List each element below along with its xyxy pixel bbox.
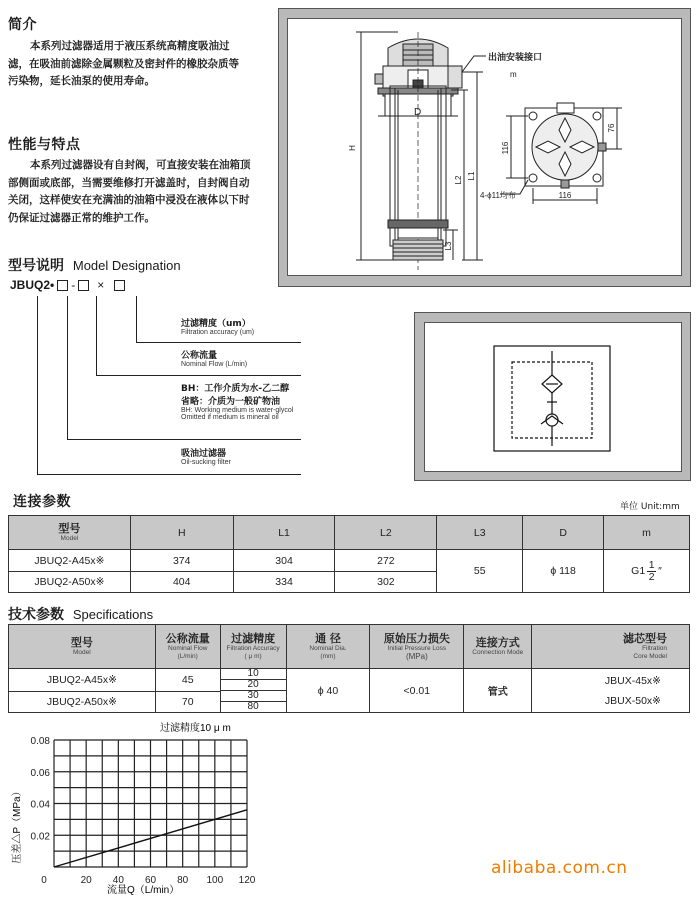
header-L2: L2 xyxy=(335,516,437,550)
features-line: 部侧面或底部，当需要维修打开滤盖时，自封阀自动 xyxy=(8,176,250,189)
cell-mode: 管式 xyxy=(464,669,532,713)
header-flow: 公称流量 Nominal Flow (L/min) xyxy=(155,625,220,669)
code-box-flow xyxy=(78,280,89,291)
header-L1: L1 xyxy=(233,516,335,550)
x-tick-label: 120 xyxy=(238,875,256,886)
dim-D: D xyxy=(414,107,422,118)
table-header-row xyxy=(9,625,690,669)
header-accuracy: 过滤精度 Filtration Accuracy ( μ m) xyxy=(220,625,286,669)
connection-table xyxy=(8,515,690,593)
desc-type: 吸油过滤器 Oil-sucking filter xyxy=(181,449,231,466)
desc-medium: BH：工作介质为水-乙二醇 省略：介质为一般矿物油 BH: Working medium is water-glycol Omitted if medium is mineral oil xyxy=(181,384,294,421)
connection-title: 连接参数 xyxy=(13,494,71,510)
cell-D: ϕ 118 xyxy=(523,550,604,593)
m-prefix: G1 xyxy=(631,565,646,577)
header-D: D xyxy=(523,516,604,550)
accuracy-value: 10 xyxy=(221,669,286,680)
cell-H: 374 xyxy=(130,550,233,572)
code-dash: - xyxy=(71,278,76,292)
cell-L2: 272 xyxy=(335,550,437,572)
dim-L3: L3 xyxy=(444,241,453,251)
header-m: m xyxy=(604,516,690,550)
cell-core xyxy=(532,669,690,713)
intro-line: 污染物，延长油泵的使用寿命。 xyxy=(8,75,155,87)
header-L3: L3 xyxy=(437,516,523,550)
designation-title xyxy=(8,255,181,275)
header-model: 型号 Model xyxy=(9,516,131,550)
x-tick-label: 40 xyxy=(112,875,124,886)
header-dia: 通 径 Nominal Dia. (mm) xyxy=(286,625,370,669)
leader-line xyxy=(136,342,301,343)
specs-table xyxy=(8,624,690,713)
cell-L3: 55 xyxy=(437,550,523,593)
code-prefix: JBUQ2• xyxy=(10,278,55,292)
features-title: 性能与特点 xyxy=(8,137,81,153)
designation-title-cn: 型号说明 xyxy=(8,258,64,274)
intro-line: 本系列过滤器适用于液压系统高精度吸油过 xyxy=(30,40,230,52)
m-den: 2 xyxy=(648,570,655,583)
y-tick-label: 0.08 xyxy=(30,736,50,747)
m-num: 1 xyxy=(648,558,655,571)
leader-line xyxy=(136,296,137,342)
core-model: JBUX-50x※ xyxy=(604,694,661,707)
desc-flow: 公称流量 Nominal Flow (L/min) xyxy=(181,351,248,368)
table-header-row xyxy=(9,516,690,550)
header-model: 型号 Model xyxy=(9,625,156,669)
features-line: 仍保证过滤器正常的维护工作。 xyxy=(8,211,155,224)
designation-title-en: Model Designation xyxy=(72,258,181,273)
accuracy-value: 80 xyxy=(247,701,259,712)
x-tick-label: 20 xyxy=(80,875,92,886)
leader-line xyxy=(67,296,68,439)
cell-model: JBUQ2-A50x※ xyxy=(9,572,131,593)
dim-116-vertical: 116 xyxy=(501,141,510,155)
features-text xyxy=(8,157,280,227)
header-core: 滤芯型号 Filtration Core Model xyxy=(532,625,690,669)
code-box-accuracy xyxy=(114,280,125,291)
chart-ylabel: 压差△P（MPa） xyxy=(12,786,23,864)
cell-dia: ϕ 40 xyxy=(286,669,370,713)
accuracy-value: 30 xyxy=(221,691,286,702)
features-line: 本系列过滤器设有自封阀，可直接安装在油箱顶 xyxy=(30,159,251,171)
leader-line xyxy=(96,375,301,376)
intro-text xyxy=(8,38,278,91)
holes-label: 4-ϕ11均布 xyxy=(480,191,516,200)
y-tick-label: 0.02 xyxy=(30,831,50,843)
header-H: H xyxy=(130,516,233,550)
cell-flow: 45 xyxy=(155,669,220,692)
cell-H: 404 xyxy=(130,572,233,593)
cell-model: JBUQ2-A45x※ xyxy=(9,669,156,692)
specs-title xyxy=(8,604,153,624)
outlet-sub: m xyxy=(510,70,517,79)
intro-title: 简介 xyxy=(8,17,37,33)
y-tick-label: 0.06 xyxy=(30,767,50,779)
header-mode: 连接方式 Connection Mode xyxy=(464,625,532,669)
cell-L2: 302 xyxy=(335,572,437,593)
cell-accuracy xyxy=(220,669,286,713)
specs-title-en: Specifications xyxy=(72,607,154,622)
intro-line: 滤，在吸油前滤除金属颗粒及密封件的橡胶杂质等 xyxy=(8,57,239,70)
filter-drawing xyxy=(278,8,691,287)
x-tick-label: 60 xyxy=(144,875,157,886)
dim-76: 76 xyxy=(607,123,616,133)
accuracy-value: 20 xyxy=(221,680,286,691)
desc-accuracy: 过滤精度（um） Filtration accuracy (um) xyxy=(181,319,255,336)
specs-title-cn: 技术参数 xyxy=(8,607,64,623)
pressure-flow-chart xyxy=(0,715,280,903)
chart-xlabel: 流量Q（L/min） xyxy=(107,885,180,896)
features-line: 关闭，这样使安在充满油的油箱中浸没在液体以下时 xyxy=(8,194,250,206)
table-row xyxy=(9,669,690,692)
unit-label: 单位 Unit:mm xyxy=(620,502,680,512)
outlet-label: 出油安装接口 xyxy=(488,52,543,62)
m-suffix: ″ xyxy=(658,565,662,577)
hydraulic-symbol xyxy=(414,312,691,481)
leader-line xyxy=(67,439,301,440)
cell-flow: 70 xyxy=(155,691,220,713)
designation-code xyxy=(10,278,125,292)
cell-model: JBUQ2-A50x※ xyxy=(9,691,156,713)
x-tick-label: 80 xyxy=(177,875,189,886)
cell-loss: <0.01 xyxy=(370,669,464,713)
chart-title: 过滤精度10 μ m xyxy=(160,723,231,734)
x-tick-label: 0 xyxy=(41,875,47,886)
leader-line xyxy=(96,296,97,375)
dim-L1: L1 xyxy=(467,171,476,181)
cell-m xyxy=(604,550,690,593)
table-row xyxy=(9,550,690,572)
core-model: JBUX-45x※ xyxy=(604,674,661,687)
dim-116-horizontal: 116 xyxy=(558,191,572,200)
leader-line xyxy=(37,474,301,475)
watermark: alibaba.com.cn xyxy=(491,858,628,878)
code-x: × xyxy=(97,278,105,292)
cell-L1: 334 xyxy=(233,572,335,593)
y-tick-label: 0.04 xyxy=(30,799,50,811)
cell-L1: 304 xyxy=(233,550,335,572)
dim-L2: L2 xyxy=(454,175,463,185)
code-box-medium xyxy=(57,280,68,291)
x-tick-label: 100 xyxy=(206,875,224,886)
dim-H: H xyxy=(348,145,357,151)
cell-model: JBUQ2-A45x※ xyxy=(9,550,131,572)
leader-line xyxy=(37,296,38,475)
header-loss: 原始压力损失 Initial Pressure Loss (MPa) xyxy=(370,625,464,669)
